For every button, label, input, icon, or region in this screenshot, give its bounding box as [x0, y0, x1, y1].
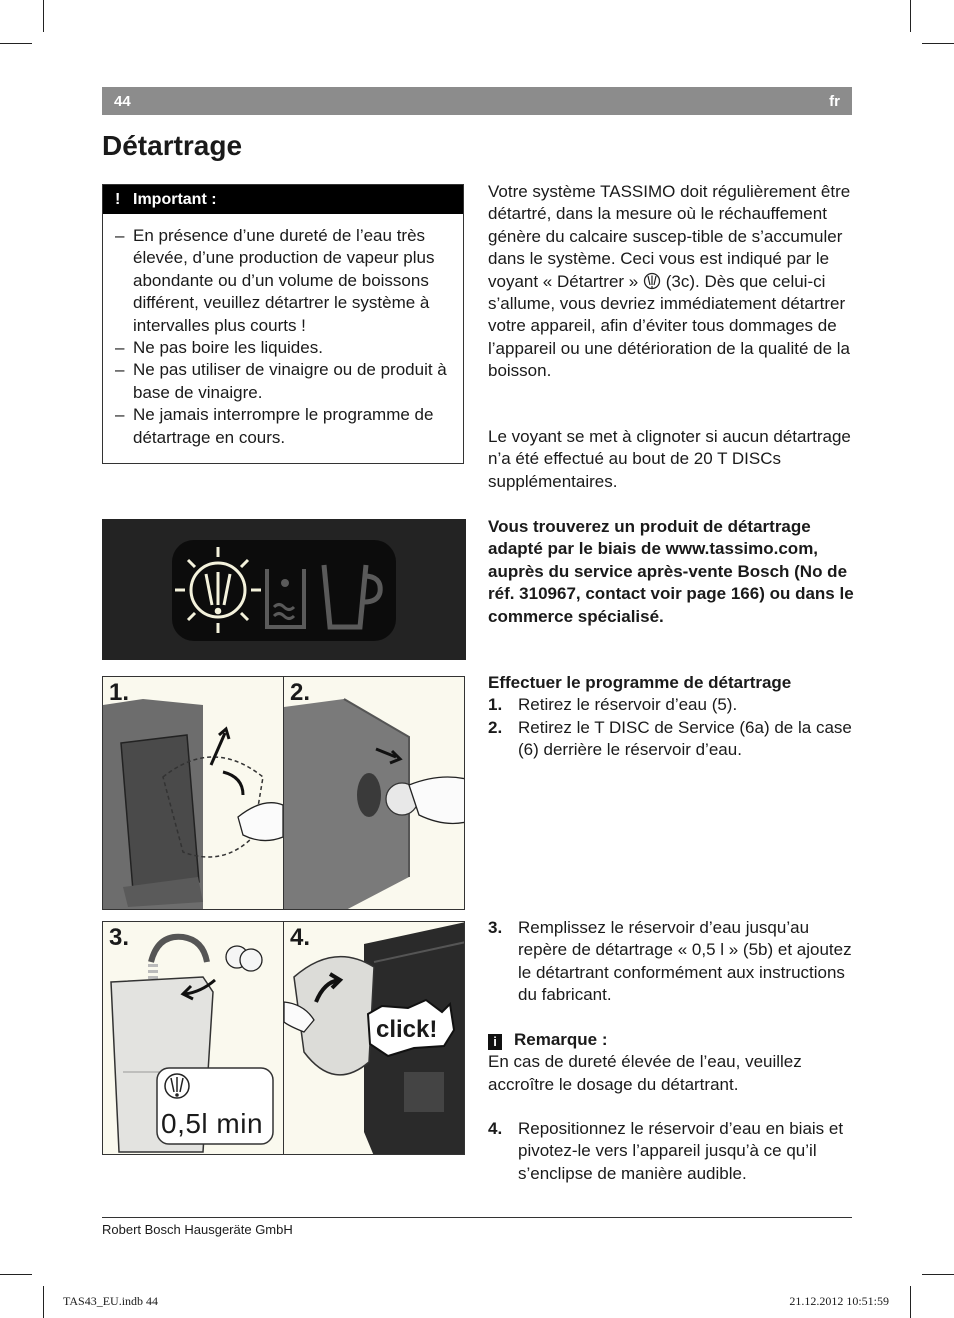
step-number: 2.: [488, 717, 503, 737]
warning-mark: !: [115, 191, 121, 208]
footer-company: Robert Bosch Hausgeräte GmbH: [102, 1222, 293, 1237]
crop-mark: [922, 1274, 954, 1275]
page-number: 44: [114, 93, 131, 110]
note-heading-text: Remarque :: [514, 1030, 608, 1049]
figure-1: [102, 676, 285, 910]
control-panel-image: [102, 519, 466, 660]
list-item: – En présence d’une dureté de l’eau très élevée, d’une production de vapeur plus abondante ou d’un volume de boissons différent, veuillez détartrer le système à intervalles plus courts !: [115, 225, 455, 337]
tablet-icon: [226, 946, 262, 971]
intro-text-continued: (3c). Dès que celui-ci s’allume, vous devriez immédiatement détartrer votre appareil, afin d’éviter tous dommages de l’appareil ou une détérioration de la qualité de la boisson.: [488, 271, 850, 381]
info-icon: i: [488, 1034, 502, 1050]
step-number: 4.: [488, 1119, 503, 1138]
important-list: [103, 214, 463, 449]
crop-mark: [43, 1286, 44, 1318]
important-heading-text: Important :: [133, 191, 217, 208]
slug-file: TAS43_EU.indb 44: [63, 1294, 159, 1308]
crop-mark: [910, 0, 911, 32]
language-code: fr: [829, 93, 840, 110]
faucet-icon: [151, 937, 207, 962]
intro-text: Votre système TASSIMO doit régulièrement être détartré, dans la mesure où le réchauffement génère du calcaire suscep-tible de s’accumuler dans le système. Ceci vous est indiqué par le voyant « Détartrer »: [488, 182, 851, 291]
list-item: [488, 917, 858, 1007]
figure-3: [102, 921, 285, 1155]
list-item: [488, 717, 858, 762]
step-list: [488, 917, 858, 1007]
step-list: [488, 694, 858, 761]
descale-warning-icon: [643, 272, 661, 290]
hand-icon: [409, 777, 465, 823]
footer-rule: [102, 1217, 852, 1218]
intro-paragraph: [488, 181, 858, 383]
figure-2: [283, 676, 465, 910]
step-number: 3.: [488, 918, 503, 937]
blink-paragraph: Le voyant se met à clignoter si aucun détartrage n’a été effectué au bout de 20 T DISCs supplémentaires.: [488, 427, 851, 491]
crop-mark: [0, 43, 32, 44]
procedure-steps-1-2: [488, 672, 858, 762]
figure-4: [283, 921, 465, 1155]
page-header: [102, 87, 852, 115]
step-text: Repositionnez le réservoir d’eau en biais et pivotez-le vers l’appareil jusqu’à ce qu’il s’enclipse de manière audible.: [518, 1119, 844, 1183]
note-block: [488, 1029, 858, 1096]
step-text: Retirez le réservoir d’eau (5).: [518, 695, 738, 715]
step-text: Remplissez le réservoir d’eau jusqu’au repère de détartrage « 0,5 l » (5b) et ajoutez le détartrant conformément aux instructions du fabricant.: [518, 918, 852, 1005]
list-item: – Ne jamais interrompre le programme de détartrage en cours.: [115, 404, 455, 449]
fill-mark-label: 0,5l min: [161, 1108, 264, 1139]
figure-label: 3.: [109, 924, 130, 951]
important-box: [102, 184, 464, 464]
figure-label: 4.: [290, 924, 311, 951]
step-text: Retirez le T DISC de Service (6a) de la case (6) derrière le réservoir d’eau.: [518, 717, 852, 760]
product-paragraph: Vous trouverez un produit de détartrage adapté par le biais de www.tassimo.com, auprès du service après-vente Bosch (No de réf. 310967, contact voir page 166) ou dans le commerce spécialisé.: [488, 517, 854, 626]
figure-label: 2.: [290, 679, 311, 706]
figure-label: 1.: [109, 679, 130, 706]
procedure-heading: Effectuer le programme de détartrage: [488, 673, 792, 692]
crop-mark: [910, 1286, 911, 1318]
important-heading: [103, 185, 463, 214]
slug-date: 21.12.2012 10:51:59: [789, 1294, 889, 1308]
list-item: – Ne pas boire les liquides.: [115, 337, 455, 359]
step-number: 1.: [488, 695, 503, 715]
click-label: click!: [376, 1016, 438, 1043]
page-title: Détartrage: [102, 130, 243, 161]
list-item: [488, 1118, 858, 1185]
crop-mark: [0, 1274, 32, 1275]
step-list: [488, 1118, 858, 1185]
note-heading: [488, 1029, 858, 1051]
list-item: [488, 694, 858, 716]
hand-icon: [238, 803, 283, 841]
crop-mark: [922, 43, 954, 44]
crop-mark: [43, 0, 44, 32]
note-text: En cas de dureté élevée de l’eau, veuillez accroître le dosage du détartrant.: [488, 1052, 802, 1094]
list-item: – Ne pas utiliser de vinaigre ou de produit à base de vinaigre.: [115, 359, 455, 404]
